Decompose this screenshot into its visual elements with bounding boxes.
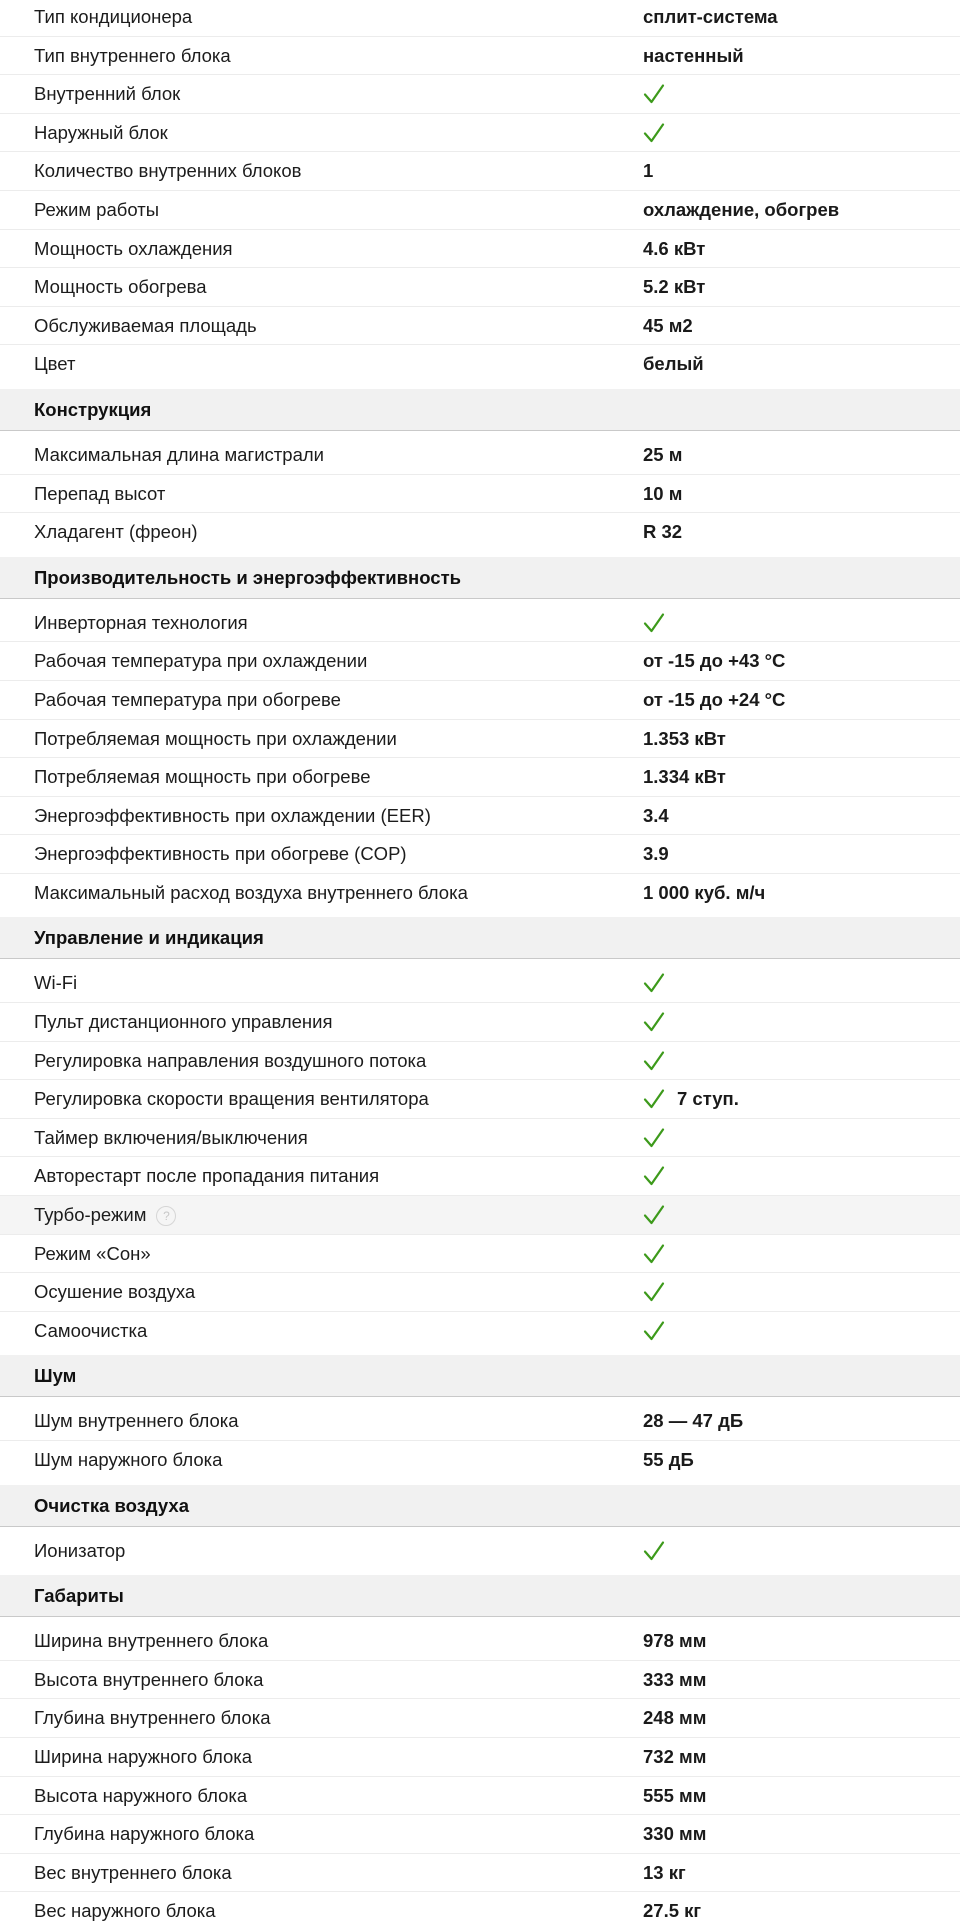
spec-label: Ширина внутреннего блока (34, 1630, 269, 1652)
section-header-dimensions (0, 1575, 960, 1617)
spec-value: 45 м2 (643, 314, 693, 336)
spec-label: Таймер включения/выключения (34, 1126, 308, 1148)
spec-value (643, 114, 665, 152)
spec-row-indoor-type (0, 37, 960, 76)
spec-value: 333 мм (643, 1668, 707, 1690)
spec-label: Регулировка направления воздушного потока (34, 1049, 427, 1071)
spec-row-turbo[interactable] (0, 1196, 960, 1235)
section-title: Шум (34, 1365, 77, 1387)
spec-row-outdoor-width (0, 1738, 960, 1777)
spec-row-wifi (0, 964, 960, 1003)
spec-row-indoor-weight (0, 1854, 960, 1893)
spec-label: Хладагент (фреон) (34, 521, 198, 543)
spec-row-temp-heating (0, 681, 960, 720)
spec-label: Максимальный расход воздуха внутреннего блока (34, 881, 468, 903)
spec-label: Осушение воздуха (34, 1281, 196, 1303)
spec-value: 27.5 кг (643, 1900, 702, 1922)
spec-label: Тип внутреннего блока (34, 44, 231, 66)
spec-value (643, 1235, 665, 1273)
spec-value: от -15 до +24 °C (643, 688, 786, 710)
spec-label: Тип кондиционера (34, 6, 193, 27)
spec-label: Шум наружного блока (34, 1449, 223, 1470)
check-icon (643, 1243, 665, 1265)
spec-label (34, 1196, 176, 1234)
check-icon (643, 1088, 665, 1110)
spec-value (643, 75, 665, 113)
spec-row-type (0, 0, 960, 37)
spec-value: белый (643, 353, 704, 375)
spec-row-sleep (0, 1235, 960, 1274)
spec-value: 13 кг (643, 1861, 686, 1883)
spec-row-area (0, 307, 960, 346)
spec-label: Высота наружного блока (34, 1784, 248, 1806)
spec-row-outdoor-weight (0, 1892, 960, 1931)
spec-label: Внутренний блок (34, 83, 181, 105)
spec-label: Глубина внутреннего блока (34, 1707, 271, 1729)
check-icon (643, 1281, 665, 1303)
spec-value: 4.6 кВт (643, 237, 706, 259)
spec-row-eer (0, 797, 960, 836)
spec-value: 55 дБ (643, 1449, 694, 1470)
spec-label: Рабочая температура при охлаждении (34, 650, 368, 672)
help-icon[interactable]: ? (156, 1206, 176, 1226)
spec-value: от -15 до +43 °C (643, 650, 786, 672)
spec-value: 1 (643, 160, 654, 182)
spec-row-color (0, 345, 960, 384)
spec-row-dehumidify (0, 1273, 960, 1312)
spec-value: 555 мм (643, 1784, 707, 1806)
spec-value (643, 1312, 665, 1350)
spec-value: 1 000 куб. м/ч (643, 881, 766, 903)
spec-row-cop (0, 835, 960, 874)
spec-row-outdoor-unit (0, 114, 960, 153)
spec-label: Максимальная длина магистрали (34, 443, 324, 465)
spec-value: 1.353 кВт (643, 727, 726, 749)
check-icon (643, 1050, 665, 1072)
spec-row-airflow (0, 874, 960, 913)
spec-row-consumption-heating (0, 758, 960, 797)
spec-row-ionizer (0, 1532, 960, 1571)
spec-row-temp-cooling (0, 642, 960, 681)
check-icon (643, 1320, 665, 1342)
section-title: Управление и индикация (34, 927, 264, 949)
spec-row-inverter (0, 604, 960, 643)
spec-row-consumption-cooling (0, 720, 960, 759)
section-title: Производительность и энергоэффективность (34, 566, 461, 588)
spec-row-indoor-depth (0, 1699, 960, 1738)
spec-row-airflow-direction (0, 1042, 960, 1081)
spec-label: Цвет (34, 353, 76, 375)
section-header-construction (0, 389, 960, 431)
spec-row-mode (0, 191, 960, 230)
spec-value: настенный (643, 44, 744, 66)
spec-label: Энергоэффективность при охлаждении (EER) (34, 804, 431, 826)
check-icon (643, 1165, 665, 1187)
spec-row-fan-speed (0, 1080, 960, 1119)
spec-label: Ионизатор (34, 1539, 126, 1561)
check-icon (643, 1011, 665, 1033)
spec-row-remote (0, 1003, 960, 1042)
spec-label: Перепад высот (34, 482, 166, 504)
spec-value: 25 м (643, 443, 683, 465)
spec-row-height-diff (0, 475, 960, 514)
check-icon (643, 122, 665, 144)
spec-label: Wi-Fi (34, 972, 78, 994)
spec-label: Режим работы (34, 198, 160, 220)
spec-value (643, 964, 665, 1002)
check-icon (643, 1204, 665, 1226)
check-icon (643, 1127, 665, 1149)
spec-value: 978 мм (643, 1630, 707, 1652)
spec-label: Рабочая температура при обогреве (34, 688, 341, 710)
spec-label: Пульт дистанционного управления (34, 1011, 333, 1033)
spec-value: 732 мм (643, 1745, 707, 1767)
spec-value (643, 1532, 665, 1570)
spec-label: Потребляемая мощность при охлаждении (34, 727, 397, 749)
section-title: Конструкция (34, 398, 152, 420)
spec-row-outdoor-depth (0, 1815, 960, 1854)
spec-row-max-line (0, 436, 960, 475)
spec-value (643, 604, 665, 642)
spec-label: Самоочистка (34, 1319, 148, 1341)
fan-speed-note: 7 ступ. (677, 1088, 739, 1110)
spec-value (643, 1080, 739, 1118)
spec-value (643, 1157, 665, 1195)
spec-value (643, 1273, 665, 1311)
spec-value (643, 1196, 665, 1234)
spec-row-timer (0, 1119, 960, 1158)
spec-row-indoor-noise (0, 1402, 960, 1441)
spec-label: Наружный блок (34, 121, 168, 143)
spec-value (643, 1119, 665, 1157)
spec-row-self-clean (0, 1312, 960, 1351)
spec-row-refrigerant (0, 513, 960, 552)
spec-label: Авторестарт после пропадания питания (34, 1165, 380, 1187)
section-header-noise (0, 1355, 960, 1397)
spec-row-outdoor-noise (0, 1441, 960, 1480)
spec-label: Шум внутреннего блока (34, 1410, 239, 1432)
section-title: Очистка воздуха (34, 1494, 189, 1516)
spec-value: 1.334 кВт (643, 766, 726, 788)
spec-value: охлаждение, обогрев (643, 198, 840, 220)
spec-value: R 32 (643, 521, 683, 543)
spec-value: 5.2 кВт (643, 276, 706, 298)
spec-label: Вес наружного блока (34, 1900, 216, 1922)
spec-label: Регулировка скорости вращения вентилятора (34, 1088, 429, 1110)
check-icon (643, 972, 665, 994)
spec-value: 10 м (643, 482, 683, 504)
spec-value: 248 мм (643, 1707, 707, 1729)
spec-label: Глубина наружного блока (34, 1823, 255, 1845)
section-header-performance (0, 557, 960, 599)
spec-row-indoor-unit (0, 75, 960, 114)
spec-value (643, 1042, 665, 1080)
spec-value: сплит-система (643, 6, 778, 27)
spec-label: Обслуживаемая площадь (34, 314, 257, 336)
spec-label: Потребляемая мощность при обогреве (34, 766, 371, 788)
spec-label: Режим «Сон» (34, 1242, 151, 1264)
spec-label: Энергоэффективность при обогреве (COP) (34, 843, 407, 865)
section-header-purification (0, 1485, 960, 1527)
spec-value: 3.9 (643, 843, 669, 865)
check-icon (643, 1540, 665, 1562)
spec-value: 3.4 (643, 804, 669, 826)
spec-row-heating-power (0, 268, 960, 307)
section-title: Габариты (34, 1585, 124, 1607)
spec-row-autorestart (0, 1157, 960, 1196)
check-icon (643, 83, 665, 105)
spec-row-indoor-width (0, 1622, 960, 1661)
spec-label: Мощность охлаждения (34, 237, 233, 259)
spec-row-cooling-power (0, 230, 960, 269)
spec-row-outdoor-height (0, 1777, 960, 1816)
spec-label: Мощность обогрева (34, 276, 207, 298)
spec-value (643, 1003, 665, 1041)
section-header-control (0, 917, 960, 959)
spec-value: 28 — 47 дБ (643, 1410, 744, 1432)
spec-label: Вес внутреннего блока (34, 1861, 232, 1883)
turbo-label-text: Турбо-режим (34, 1204, 147, 1226)
spec-label: Инверторная технология (34, 611, 248, 633)
spec-label: Высота внутреннего блока (34, 1668, 264, 1690)
spec-label: Ширина наружного блока (34, 1745, 253, 1767)
check-icon (643, 612, 665, 634)
spec-label: Количество внутренних блоков (34, 160, 302, 182)
spec-value: 330 мм (643, 1823, 707, 1845)
spec-row-indoor-count (0, 152, 960, 191)
spec-row-indoor-height (0, 1661, 960, 1700)
